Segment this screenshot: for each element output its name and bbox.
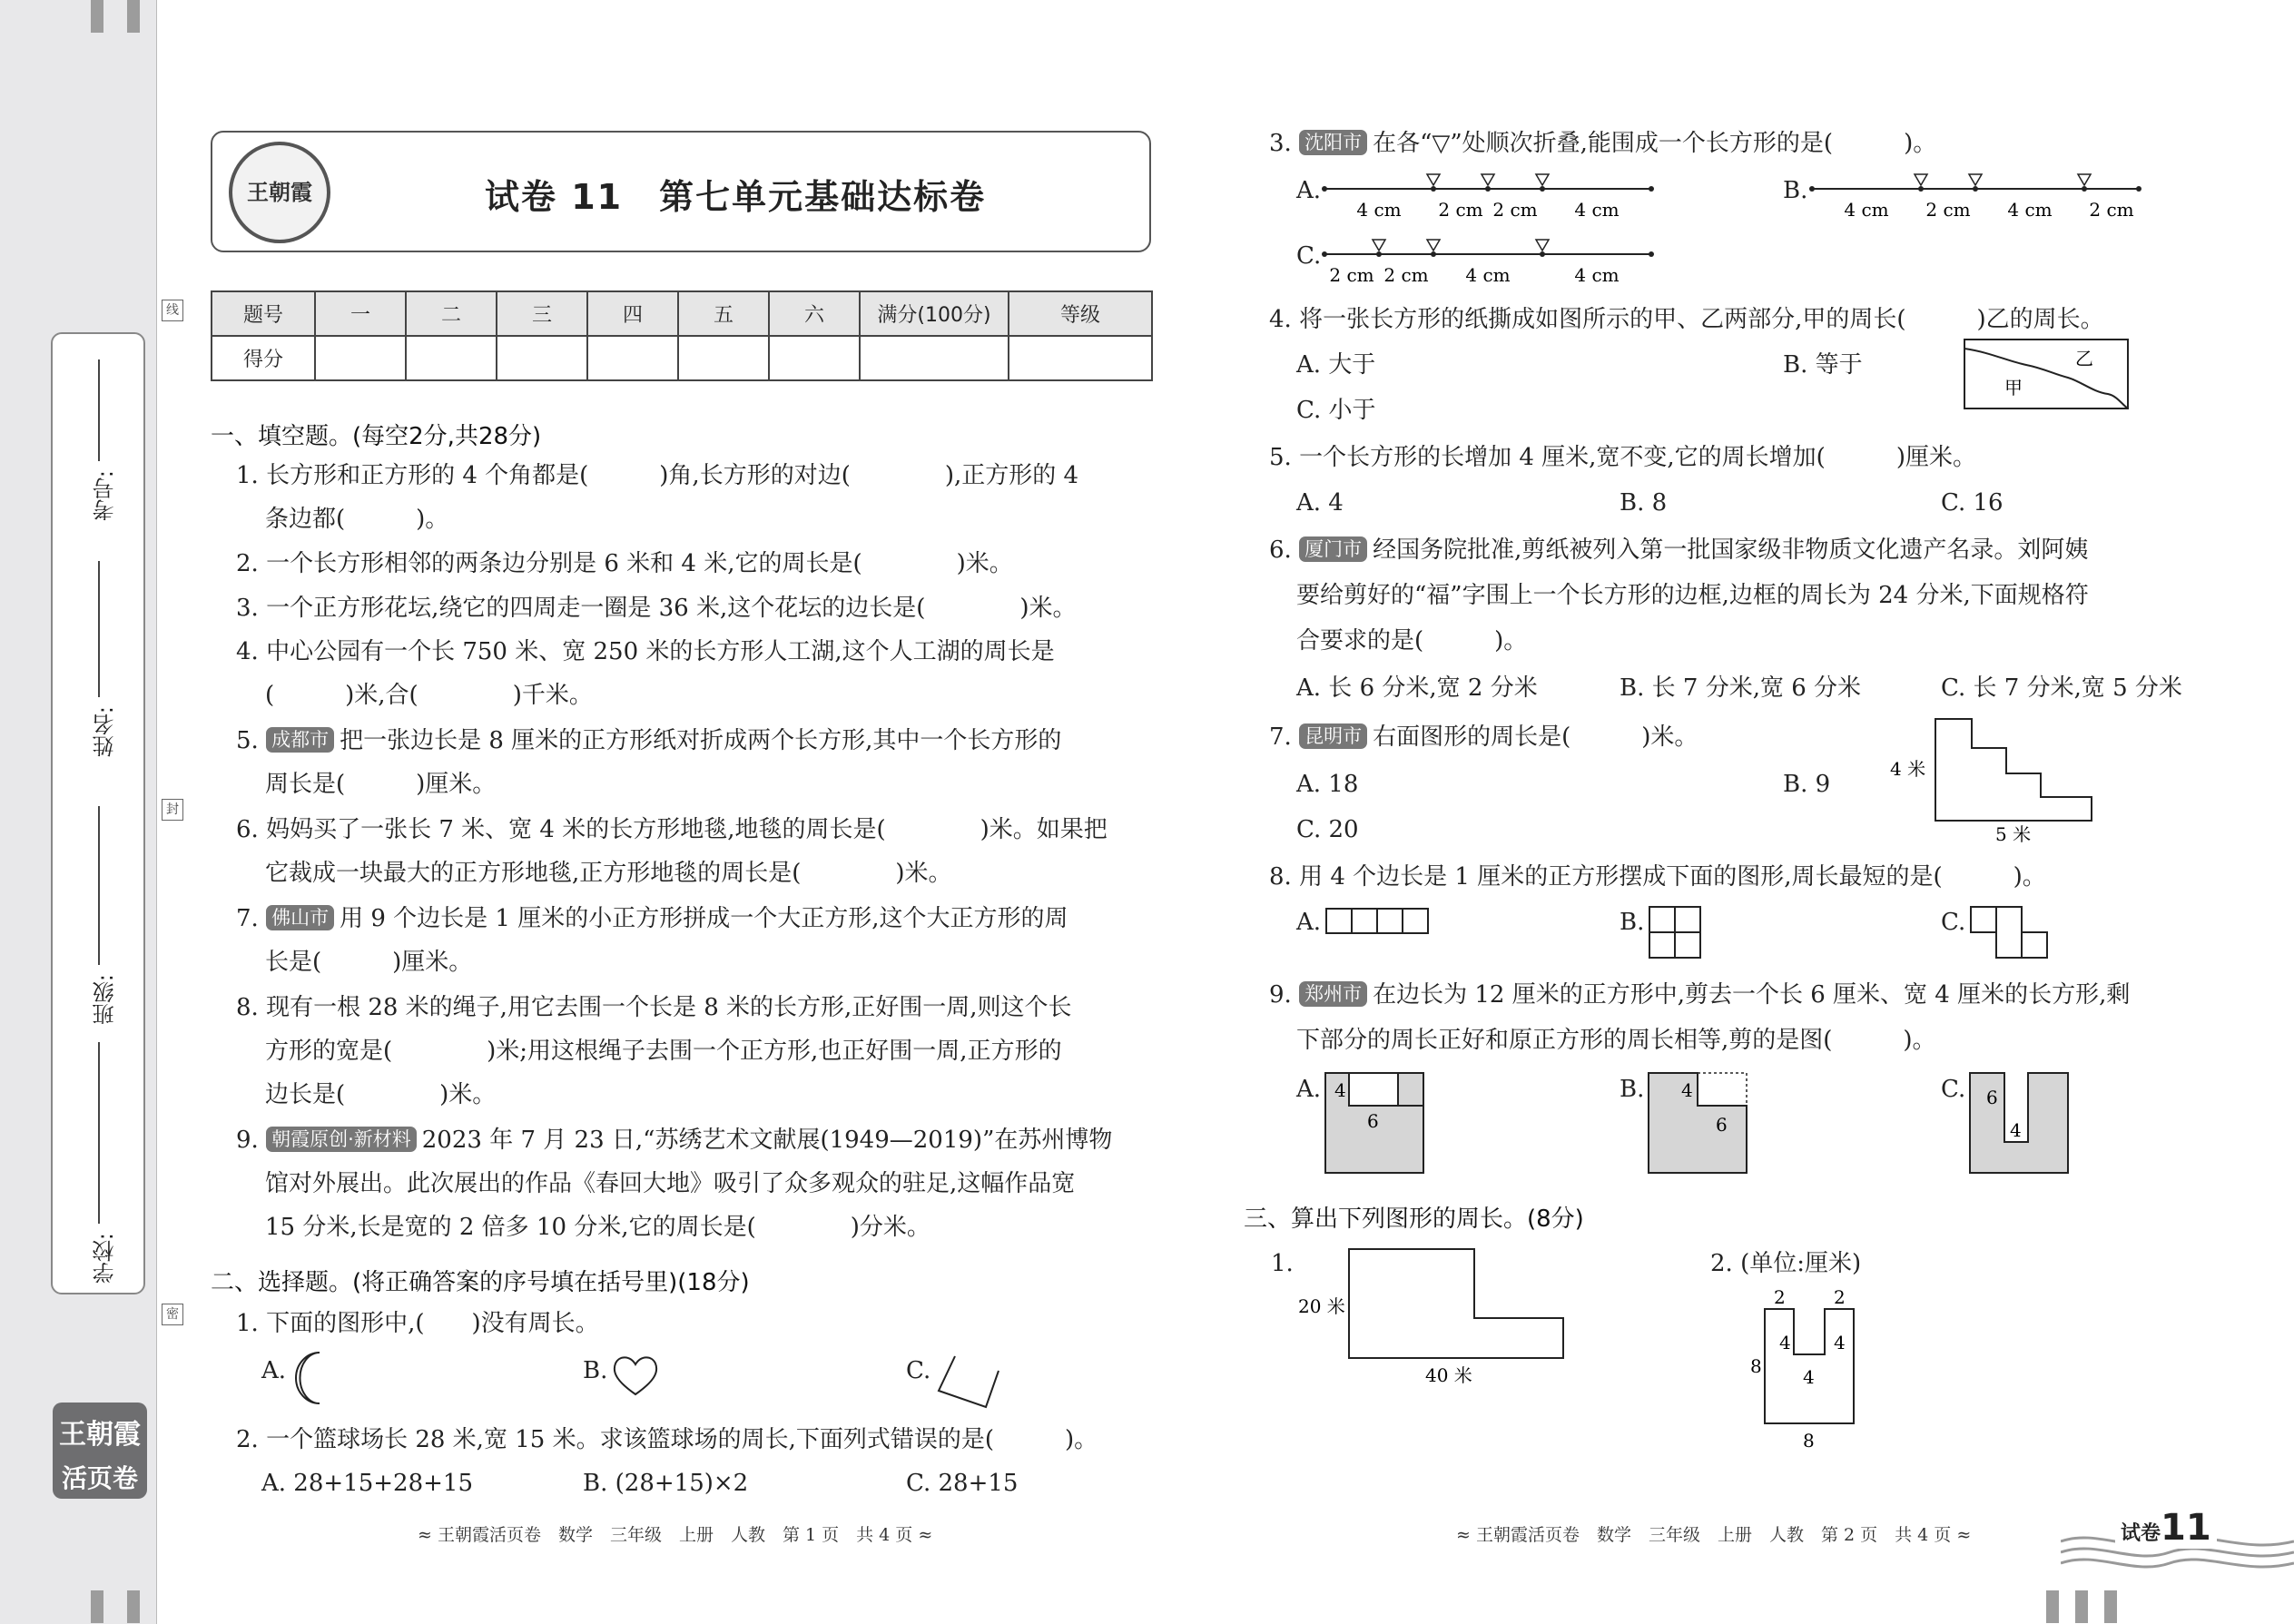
score-header-cell: 三 <box>497 291 587 336</box>
score-cell[interactable] <box>678 336 769 380</box>
segment-label: 2 cm <box>1383 264 1429 286</box>
dim-4: 4 <box>1334 1079 1346 1101</box>
score-header-cell: 六 <box>769 291 860 336</box>
page-footer-left: ≈ 王朝霞活页卷 数学 三年级 上册 人教 第 1 页 共 4 页 ≈ <box>418 1525 933 1545</box>
q7-line1: 7. 佛山市 用 9 个边长是 1 厘米的小正方形拼成一个大正方形,这个大正方形的周 <box>236 905 1068 932</box>
paper-label: 试卷 <box>2121 1522 2161 1545</box>
four-squares-block <box>1649 906 1703 960</box>
score-cell[interactable] <box>587 336 678 380</box>
choice-6-option-a: A. 长 6 分米,宽 2 分米 <box>1296 674 1538 702</box>
q7-text: 用 9 个边长是 1 厘米的小正方形拼成一个大正方形,这个大正方形的周 <box>340 905 1068 932</box>
part-yi-label: 乙 <box>2075 348 2093 369</box>
choice-6-text: 经国务院批准,剪纸被列入第一批国家级非物质文化遗产名录。刘阿姨 <box>1373 536 2089 564</box>
choice-7-number: 7. <box>1269 723 1292 751</box>
class-label: 班级: <box>93 974 118 1026</box>
choice-5-option-a: A. 4 <box>1296 489 1344 517</box>
q1-line2: 条边都( )。 <box>265 506 449 533</box>
choice-4-option-c: C. 小于 <box>1296 397 1376 424</box>
choice-3-option-b: B. <box>1783 177 1808 204</box>
q6-line2: 它裁成一块最大的正方形地毯,正方形地毯的周长是( )米。 <box>265 860 952 887</box>
choice-7-option-a: A. 18 <box>1296 771 1359 798</box>
logo-line2: 活页卷 <box>61 1463 138 1493</box>
segment-label: 4 cm <box>1574 264 1620 286</box>
choice-9-text: 在边长为 12 厘米的正方形中,剪去一个长 6 厘米、宽 4 厘米的长方形,剩 <box>1373 981 2131 1009</box>
choice-1-option-a: A. <box>261 1357 287 1384</box>
dim-6: 6 <box>1367 1110 1379 1132</box>
fold-strip-b <box>1808 171 2153 225</box>
dim-2: 2 <box>1834 1286 1846 1308</box>
choice-9-option-b: B. <box>1620 1076 1645 1103</box>
choice-8-option-a: A. <box>1296 909 1322 936</box>
section-1-heading: 一、填空题。(每空2分,共28分) <box>211 423 542 450</box>
choice-9-line1 <box>1269 980 2130 1009</box>
region-tag: 厦门市 <box>1299 536 1367 562</box>
score-header-cell: 等级 <box>1009 291 1152 336</box>
choice-3-text: 在各“▽”处顺次折叠,能围成一个长方形的是( )。 <box>1373 130 1937 157</box>
choice-8-option-b: B. <box>1620 909 1645 936</box>
dim-4: 4 <box>1803 1366 1815 1388</box>
score-header-cell: 一 <box>315 291 406 336</box>
dim-4: 4 <box>1681 1079 1693 1101</box>
staircase-width-label: 5 米 <box>1995 823 2032 845</box>
q4-line1: 4. 中心公园有一个长 750 米、宽 250 米的长方形人工湖,这个人工湖的周长是 <box>236 638 1055 665</box>
score-row-label: 得分 <box>212 336 315 380</box>
publisher-logo <box>53 1403 147 1499</box>
corner-mark <box>127 1590 140 1623</box>
choice-1-text: 1. 下面的图形中,( )没有周长。 <box>236 1310 599 1337</box>
score-cell[interactable] <box>1009 336 1152 380</box>
q5-line2: 周长是( )厘米。 <box>265 771 497 798</box>
cut-mark-middle: 封 <box>162 799 183 821</box>
staircase-height-label: 4 米 <box>1890 758 1926 780</box>
corner-mark <box>2046 1590 2059 1623</box>
choice-2-option-b: B. (28+15)×2 <box>583 1470 749 1497</box>
score-header-cell: 二 <box>406 291 497 336</box>
corner-mark <box>91 1590 103 1623</box>
segment-label: 2 cm <box>1438 199 1483 221</box>
torn-paper-figure <box>1963 338 2132 414</box>
dim-4: 4 <box>2010 1119 2022 1141</box>
choice-7-text: 右面图形的周长是( )米。 <box>1373 723 1698 751</box>
choice-3-option-a: A. <box>1296 177 1322 204</box>
choice-6-line3: 合要求的是( )。 <box>1296 627 1528 655</box>
paper-number: 11 <box>2161 1507 2211 1549</box>
name-line[interactable] <box>98 561 100 697</box>
choice-7-option-c: C. 20 <box>1296 816 1359 843</box>
cut-square-a <box>1324 1071 1429 1176</box>
segment-label: 2 cm <box>1925 199 1971 221</box>
choice-3-number: 3. <box>1269 130 1292 157</box>
cut-square-c <box>1968 1071 2073 1176</box>
score-cell[interactable] <box>315 336 406 380</box>
problem-1-number: 1. <box>1271 1250 1294 1277</box>
corner-mark <box>2075 1590 2088 1623</box>
segment-label: 2 cm <box>2089 199 2134 221</box>
corner-mark <box>2104 1590 2117 1623</box>
binding-sidebar <box>0 0 179 1624</box>
q9-line3: 15 分米,长是宽的 2 倍多 10 分米,它的周长是( )分米。 <box>265 1214 930 1241</box>
dim-6: 6 <box>1716 1114 1728 1136</box>
four-squares-row <box>1325 908 1433 935</box>
exam-no-label: 考号: <box>93 470 118 522</box>
choice-6-line1 <box>1269 536 2088 565</box>
dim-8: 8 <box>1750 1355 1762 1377</box>
choice-6-line2: 要给剪好的“福”字围上一个长方形的边框,边框的周长为 24 分米,下面规格符 <box>1296 582 2089 609</box>
q1-line1: 1. 长方形和正方形的 4 个角都是( )角,长方形的对边( ),正方形的 4 <box>236 462 1079 489</box>
section-2-heading: 二、选择题。(将正确答案的序号填在括号里)(18分) <box>211 1269 750 1296</box>
region-tag: 沈阳市 <box>1299 130 1367 155</box>
choice-4-option-b: B. 等于 <box>1783 351 1863 379</box>
choice-9-option-a: A. <box>1296 1076 1322 1103</box>
q8-line1: 8. 现有一根 28 米的绳子,用它去围一个长是 8 米的长方形,正好围一周,则这个长 <box>236 994 1072 1021</box>
region-tag: 成都市 <box>266 727 334 753</box>
q9-line2: 馆对外展出。此次展出的作品《春回大地》吸引了众多观众的驻足,这幅作品宽 <box>265 1170 1076 1197</box>
fold-strip-c <box>1321 234 1666 289</box>
choice-3-option-c: C. <box>1296 242 1322 270</box>
choice-2-option-a: A. 28+15+28+15 <box>261 1470 473 1497</box>
choice-1-option-b: B. <box>583 1357 608 1384</box>
corner-mark <box>91 0 103 33</box>
dim-4: 4 <box>1779 1332 1791 1353</box>
segment-label: 2 cm <box>1329 264 1374 286</box>
dim-8: 8 <box>1803 1430 1815 1452</box>
brand-seal: 王朝霞 <box>229 142 330 243</box>
score-cell[interactable] <box>406 336 497 380</box>
choice-6-option-b: B. 长 7 分米,宽 6 分米 <box>1620 674 1862 702</box>
score-header-cell: 四 <box>587 291 678 336</box>
choice-5-option-b: B. 8 <box>1620 489 1668 517</box>
open-shape <box>935 1351 1000 1411</box>
l-shape-figure <box>1289 1245 1580 1391</box>
segment-label: 4 cm <box>2007 199 2053 221</box>
class-line[interactable] <box>98 806 100 965</box>
choice-9-number: 9. <box>1269 981 1292 1009</box>
u-shape-figure <box>1743 1282 1888 1454</box>
choice-8-text: 8. 用 4 个边长是 1 厘米的正方形摆成下面的图形,周长最短的是( )。 <box>1269 863 2046 891</box>
score-header-cell: 满分(100分) <box>860 291 1009 336</box>
fold-strip-a <box>1321 171 1666 225</box>
q2-text: 2. 一个长方形相邻的两条边分别是 6 米和 4 米,它的周长是( )米。 <box>236 550 1013 577</box>
logo-line1: 王朝霞 <box>59 1419 141 1451</box>
cut-mark-top: 线 <box>162 300 183 321</box>
crescent-shape <box>292 1349 329 1407</box>
student-info-box <box>51 332 145 1294</box>
choice-9-option-c: C. <box>1941 1076 1966 1103</box>
dim-6: 6 <box>1986 1087 1998 1108</box>
page-title: 试卷 11 第七单元基础达标卷 <box>485 177 987 217</box>
score-header-cell: 题号 <box>212 291 315 336</box>
dim-4: 4 <box>1834 1332 1846 1353</box>
choice-8-option-c: C. <box>1941 909 1966 936</box>
problem-2-title: 2. (单位:厘米) <box>1710 1250 1862 1277</box>
paper-number-label <box>2115 1507 2217 1549</box>
title-box <box>211 131 1151 252</box>
choice-7-line <box>1269 723 1698 752</box>
q3-text: 3. 一个正方形花坛,绕它的四周走一圈是 36 米,这个花坛的边长是( )米。 <box>236 595 1077 622</box>
score-cell[interactable] <box>860 336 1009 380</box>
segment-label: 4 cm <box>1465 264 1511 286</box>
segment-label: 4 cm <box>1356 199 1402 221</box>
choice-2-text: 2. 一个篮球场长 28 米,宽 15 米。求该篮球场的周长,下面列式错误的是( )。 <box>236 1426 1098 1453</box>
cut-mark-bottom: 密 <box>162 1304 183 1325</box>
l-shape-width-label: 40 米 <box>1425 1364 1472 1386</box>
q5-text: 把一张边长是 8 厘米的正方形纸对折成两个长方形,其中一个长方形的 <box>340 727 1062 754</box>
q8-line3: 边长是( )米。 <box>265 1081 497 1108</box>
name-label: 姓名: <box>93 706 118 758</box>
q4-line2: ( )米,合( )千米。 <box>265 682 593 709</box>
q5-line1: 5. 成都市 把一张边长是 8 厘米的正方形纸对折成两个长方形,其中一个长方形的 <box>236 727 1062 754</box>
choice-6-option-c: C. 长 7 分米,宽 5 分米 <box>1941 674 2182 702</box>
region-tag: 郑州市 <box>1299 981 1367 1007</box>
choice-4-option-a: A. 大于 <box>1296 351 1376 379</box>
q7-line2: 长是( )厘米。 <box>265 949 473 976</box>
choice-3-line <box>1269 129 1936 158</box>
exam-no-line[interactable] <box>98 359 100 461</box>
score-cell[interactable] <box>769 336 860 380</box>
q9-line1: 9. 朝霞原创·新材料 2023 年 7 月 23 日,“苏绣艺术文献展(1949—2019)”在苏州博物 <box>236 1127 1113 1154</box>
school-line[interactable] <box>98 1042 100 1224</box>
q6-line1: 6. 妈妈买了一张长 7 米、宽 4 米的长方形地毯,地毯的周长是( )米。如果把 <box>236 816 1108 843</box>
choice-7-option-b: B. 9 <box>1783 771 1831 798</box>
page-footer-right: ≈ 王朝霞活页卷 数学 三年级 上册 人教 第 2 页 共 4 页 ≈ <box>1456 1525 1972 1545</box>
score-cell[interactable] <box>497 336 587 380</box>
score-header-cell: 五 <box>678 291 769 336</box>
q8-line2: 方形的宽是( )米;用这根绳子去围一个正方形,也正好围一周,正方形的 <box>265 1038 1062 1065</box>
score-table <box>211 290 1153 381</box>
region-tag: 佛山市 <box>266 905 334 930</box>
segment-label: 4 cm <box>1574 199 1620 221</box>
school-label: 学校: <box>93 1233 118 1284</box>
choice-2-option-c: C. 28+15 <box>906 1470 1019 1497</box>
choice-4-text: 4. 将一张长方形的纸撕成如图所示的甲、乙两部分,甲的周长( )乙的周长。 <box>1269 306 2104 333</box>
l-shape-height-label: 20 米 <box>1298 1295 1345 1317</box>
dim-2: 2 <box>1774 1286 1786 1308</box>
original-tag: 朝霞原创·新材料 <box>266 1127 417 1152</box>
choice-5-option-c: C. 16 <box>1941 489 2004 517</box>
choice-6-number: 6. <box>1269 536 1292 564</box>
heart-shape <box>610 1353 661 1400</box>
q9-text: 2023 年 7 月 23 日,“苏绣艺术文献展(1949—2019)”在苏州博物 <box>421 1127 1113 1154</box>
segment-label: 2 cm <box>1492 199 1538 221</box>
section-3-heading: 三、算出下列图形的周长。(8分) <box>1244 1206 1584 1233</box>
choice-1-option-c: C. <box>906 1357 931 1384</box>
choice-9-line2: 下部分的周长正好和原正方形的周长相等,剪的是图( )。 <box>1296 1027 1936 1054</box>
region-tag: 昆明市 <box>1299 723 1367 749</box>
segment-label: 4 cm <box>1844 199 1889 221</box>
four-squares-step <box>1970 906 2052 960</box>
choice-5-text: 5. 一个长方形的长增加 4 厘米,宽不变,它的周长增加( )厘米。 <box>1269 444 1976 471</box>
part-jia-label: 甲 <box>2004 377 2023 399</box>
corner-mark <box>127 0 140 33</box>
cut-square-b <box>1647 1071 1752 1176</box>
staircase-figure <box>1885 714 2102 846</box>
